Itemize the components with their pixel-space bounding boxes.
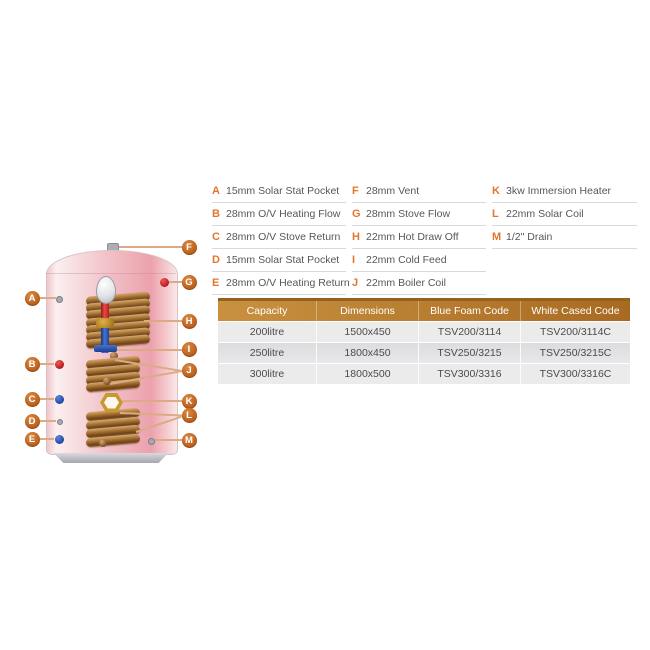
- marker-g: G: [182, 275, 197, 290]
- legend-item-i: [352, 249, 486, 272]
- legend-item-d: [212, 249, 346, 272]
- legend-letter: L: [492, 208, 499, 220]
- marker-d: D: [25, 414, 40, 429]
- legend-letter: B: [212, 208, 220, 220]
- marker-e: E: [25, 432, 40, 447]
- legend-letter: G: [352, 208, 361, 220]
- legend-letter: A: [212, 185, 220, 197]
- cell-capacity: 300litre: [218, 364, 317, 384]
- leader-line-b: [40, 363, 54, 365]
- leader-line-d: [40, 420, 56, 422]
- cell-dimensions: 1800x500: [317, 364, 419, 384]
- table-row: [218, 364, 630, 384]
- cell-capacity: 200litre: [218, 322, 317, 342]
- connection-dot-a: [56, 296, 63, 303]
- connection-dot-m: [148, 438, 155, 445]
- cell-dimensions: 1500x450: [317, 322, 419, 342]
- cell-blue-foam-code: TSV200/3114: [419, 322, 521, 342]
- legend-text: 28mm Vent: [366, 185, 420, 197]
- legend-column-2: [352, 180, 486, 295]
- legend-item-k: [492, 180, 637, 203]
- marker-l: L: [182, 408, 197, 423]
- legend-item-g: [352, 203, 486, 226]
- marker-h: H: [182, 314, 197, 329]
- leader-line-a: [40, 297, 56, 299]
- marker-c: C: [25, 392, 40, 407]
- leader-line-i: [108, 349, 182, 351]
- cell-blue-foam-code: TSV250/3215: [419, 343, 521, 363]
- cell-dimensions: 1800x450: [317, 343, 419, 363]
- legend-text: 22mm Hot Draw Off: [366, 231, 459, 243]
- leader-line-m: [153, 439, 182, 441]
- connection-dot-d: [57, 419, 63, 425]
- cell-white-cased-code: TSV300/3316C: [521, 364, 630, 384]
- legend-letter: E: [212, 277, 220, 289]
- legend-letter: F: [352, 185, 359, 197]
- legend-letter: D: [212, 254, 220, 266]
- legend-item-a: [212, 180, 346, 203]
- leader-line-e: [40, 438, 54, 440]
- legend-column-3: [492, 180, 637, 295]
- blue-return-pipe-foot: [94, 345, 117, 352]
- header-blue-foam-code: Blue Foam Code: [419, 301, 521, 321]
- legend-text: 15mm Solar Stat Pocket: [226, 254, 340, 266]
- header-dimensions: Dimensions: [317, 301, 419, 321]
- cell-blue-foam-code: TSV300/3316: [419, 364, 521, 384]
- legend-item-c: [212, 226, 346, 249]
- legend-letter: I: [352, 254, 356, 266]
- connections-legend: [212, 180, 637, 295]
- legend-letter: H: [352, 231, 360, 243]
- solar-coil-stub: [99, 439, 107, 447]
- leader-line-f: [119, 246, 182, 248]
- connection-dot-g: [160, 278, 169, 287]
- legend-letter: K: [492, 185, 500, 197]
- marker-a: A: [25, 291, 40, 306]
- legend-column-1: [212, 180, 350, 295]
- legend-text: 22mm Solar Coil: [506, 208, 584, 220]
- legend-text: 3kw Immersion Heater: [506, 185, 612, 197]
- header-white-cased-code: White Cased Code: [531, 305, 620, 317]
- immersion-heater-boss-inner: [104, 397, 119, 409]
- legend-text: 28mm O/V Stove Return: [226, 231, 341, 243]
- stat-pocket-bulb: [96, 276, 116, 304]
- marker-b: B: [25, 357, 40, 372]
- marker-j: J: [182, 363, 197, 378]
- legend-text: 28mm O/V Heating Flow: [226, 208, 341, 220]
- marker-f: F: [182, 240, 197, 255]
- cell-white-cased-code: TSV250/3215C: [521, 343, 630, 363]
- leader-line-c: [40, 398, 54, 400]
- table-row: [218, 343, 630, 363]
- legend-text: 28mm Stove Flow: [366, 208, 451, 220]
- connection-dot-b: [55, 360, 64, 369]
- legend-text: 15mm Solar Stat Pocket: [226, 185, 340, 197]
- legend-text: 28mm O/V Heating Return: [226, 277, 350, 289]
- connection-dot-e: [55, 435, 64, 444]
- brass-valve: [96, 318, 114, 328]
- header-capacity: Capacity: [218, 301, 317, 321]
- connection-dot-c: [55, 395, 64, 404]
- legend-item-l: [492, 203, 637, 226]
- legend-letter: M: [492, 231, 502, 243]
- legend-text: 22mm Cold Feed: [366, 254, 447, 266]
- spec-table-header: [218, 298, 630, 321]
- legend-item-b: [212, 203, 346, 226]
- spec-table: [218, 298, 630, 384]
- legend-text: 22mm Boiler Coil: [366, 277, 446, 289]
- legend-letter: J: [352, 277, 359, 289]
- marker-m: M: [182, 433, 197, 448]
- legend-item-m: [492, 226, 637, 249]
- marker-k: K: [182, 394, 197, 409]
- tank-base: [50, 453, 172, 463]
- cell-white-cased-code: TSV200/3114C: [521, 322, 630, 342]
- tank-seam-line: [46, 273, 176, 274]
- leader-line-h: [144, 320, 182, 322]
- legend-item-j: [352, 272, 486, 295]
- legend-item-h: [352, 226, 486, 249]
- legend-item-e: [212, 272, 350, 295]
- table-row: [218, 322, 630, 342]
- legend-item-f: [352, 180, 486, 203]
- legend-text: 1/2" Drain: [506, 231, 553, 243]
- leader-line-k: [123, 400, 182, 402]
- cell-capacity: 250litre: [218, 343, 317, 363]
- marker-i: I: [182, 342, 197, 357]
- legend-letter: C: [212, 231, 220, 243]
